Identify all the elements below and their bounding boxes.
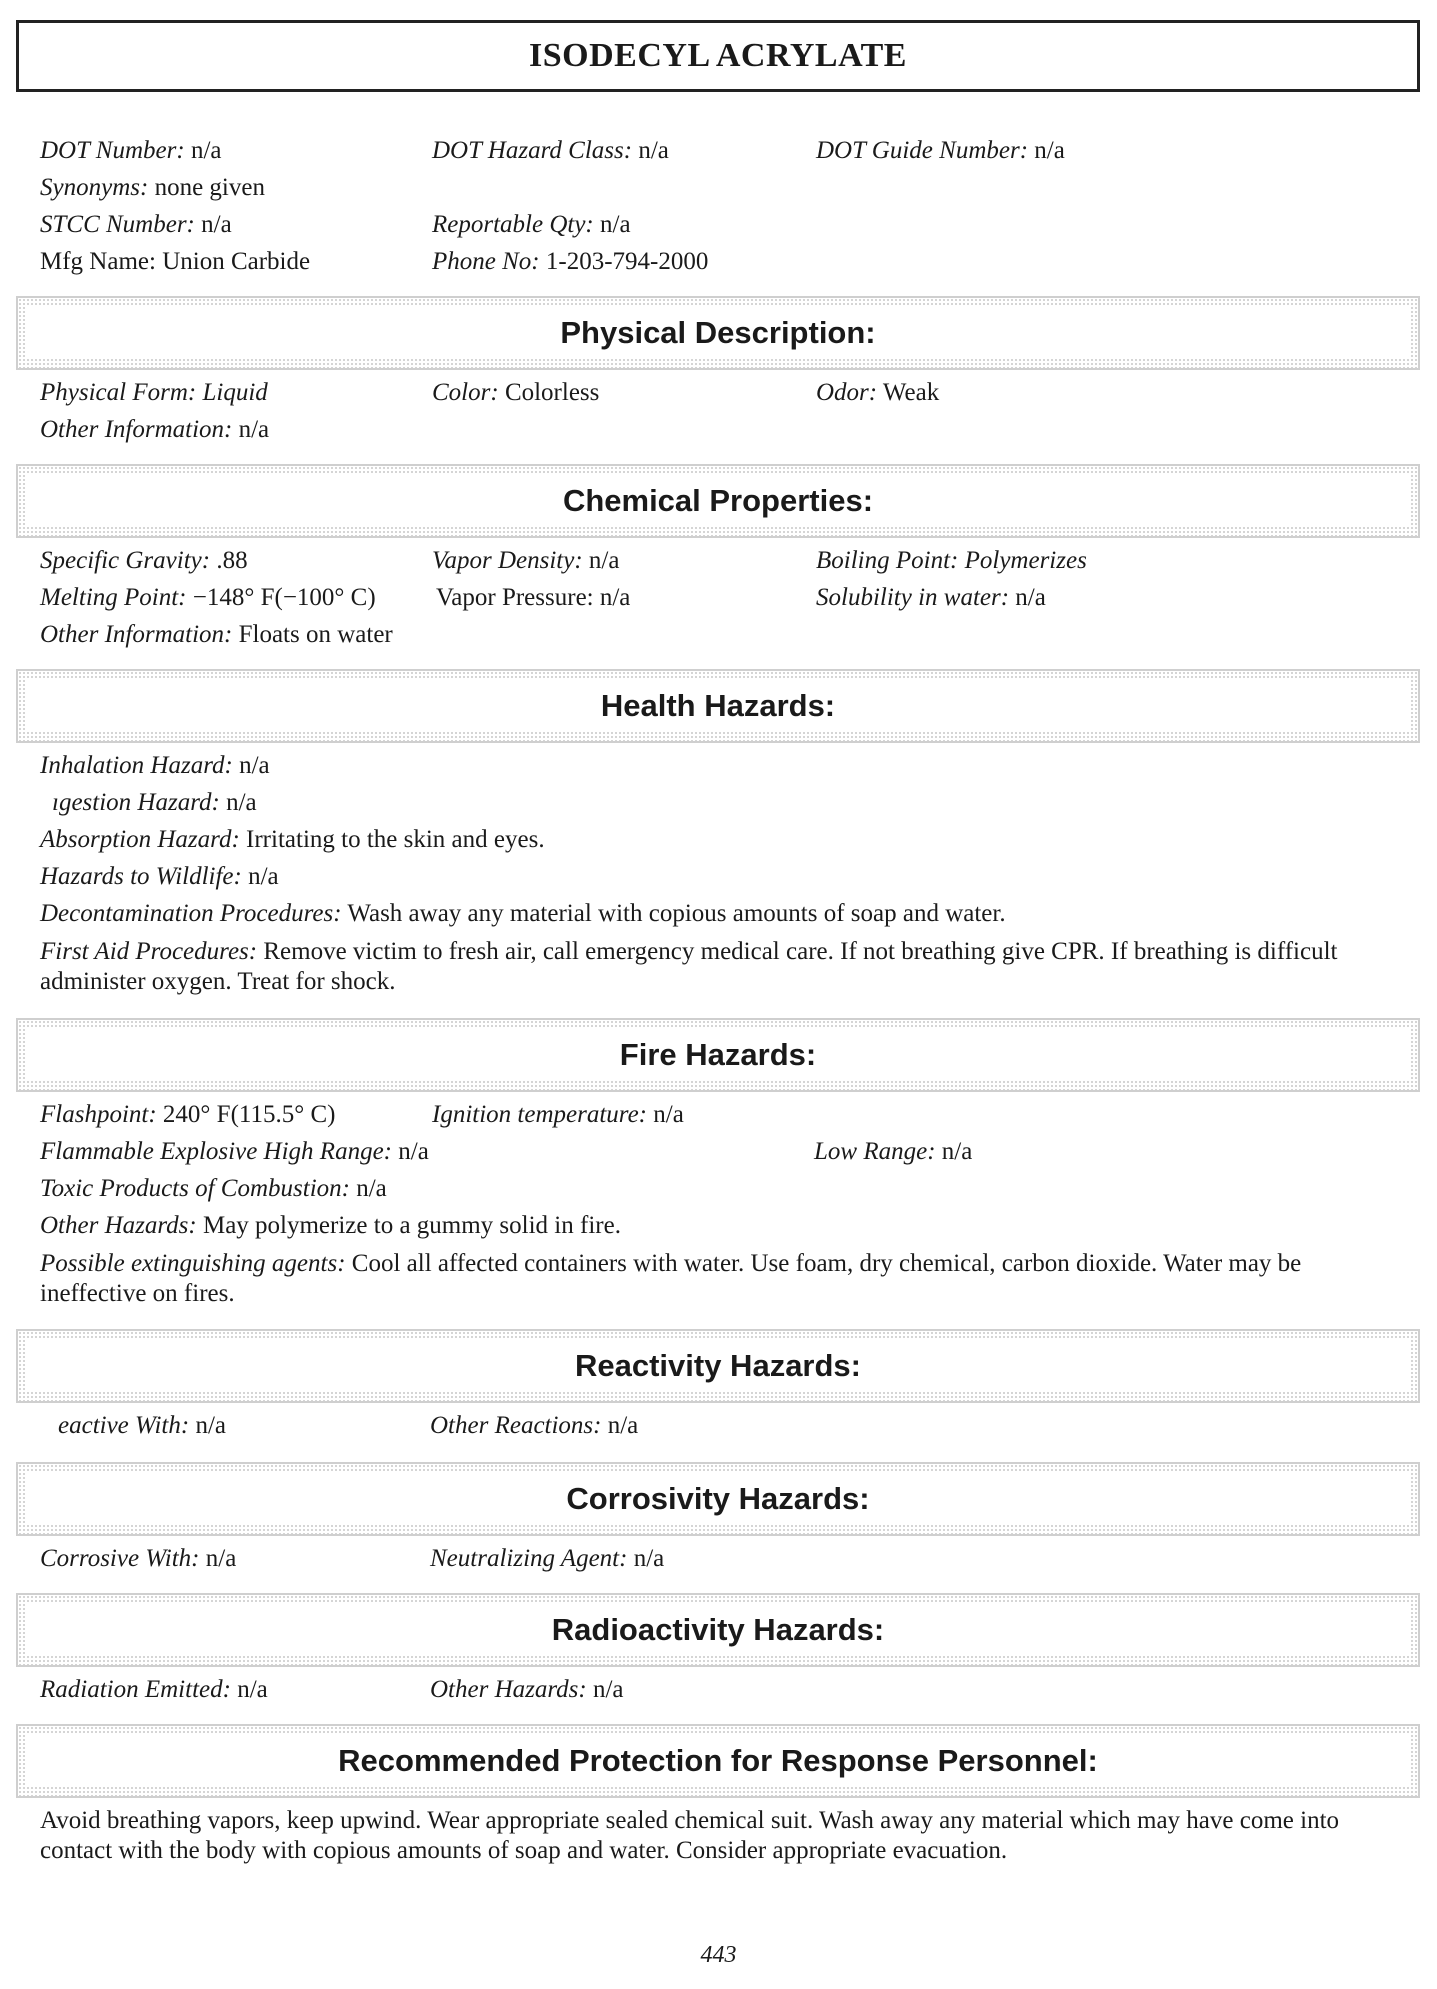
ingestion-field (52, 788, 257, 818)
corrosivity-hazards-banner (16, 1462, 1420, 1536)
field-value: n/a (238, 416, 270, 443)
color-field (432, 378, 599, 408)
field-label: Absorption Hazard: (40, 826, 240, 853)
field-value: .88 (216, 547, 248, 574)
field-label: Ignition temperature: (432, 1101, 648, 1128)
section-heading: Corrosivity Hazards: (27, 1473, 1409, 1525)
reactive-with-field (58, 1411, 226, 1441)
field-value: 1-203-794-2000 (545, 248, 709, 275)
field-label: Melting Point: (40, 584, 187, 611)
section-heading: Reactivity Hazards: (27, 1340, 1409, 1392)
field-value: Colorless (504, 379, 600, 406)
field-value: n/a (653, 1101, 684, 1128)
field-value: n/a (638, 137, 669, 164)
field-value: n/a (1015, 584, 1046, 611)
specific-gravity-field (40, 546, 248, 576)
field-value: n/a (633, 1545, 665, 1572)
field-label: Radiation Emitted: (40, 1676, 231, 1703)
synonyms-field (40, 173, 265, 203)
field-label: Phone No: (432, 248, 540, 275)
physical-description-banner (16, 296, 1420, 370)
low-range-field (814, 1137, 972, 1167)
field-label: Other Hazards: (430, 1676, 587, 1703)
field-label: Physical Form: (40, 379, 197, 406)
field-value: Union Carbide (162, 248, 311, 275)
other-reactions-field (430, 1411, 638, 1441)
field-label: Flashpoint: (40, 1101, 157, 1128)
field-value: n/a (600, 211, 631, 238)
field-label: Synonyms: (40, 174, 149, 201)
solubility-field (816, 583, 1046, 613)
vapor-density-field (432, 546, 619, 576)
field-label: Vapor Pressure: (436, 584, 594, 611)
protection-banner (16, 1724, 1420, 1798)
field-label: DOT Hazard Class: (432, 137, 633, 164)
page-number: 443 (700, 1942, 737, 1968)
ignition-field (432, 1100, 684, 1130)
odor-field (816, 378, 939, 408)
field-value: Wash away any material with copious amounts of soap and water. (347, 900, 1006, 927)
field-value: Cool all affected containers with water. Use foam, dry chemical, carbon dioxide. Water may be ineffective on fires. (40, 1250, 1302, 1307)
field-label: Other Information: (40, 621, 233, 648)
field-label: Toxic Products of Combustion: (40, 1175, 350, 1202)
field-value: Polymerizes (964, 547, 1087, 574)
section-heading: Physical Description: (27, 307, 1409, 359)
field-label: Other Information: (40, 416, 233, 443)
boiling-point-field (816, 546, 1087, 576)
neutralizing-agent-field (430, 1544, 664, 1574)
mfg-name-field (40, 247, 310, 277)
reportable-qty-field (432, 210, 631, 240)
field-label: Low Range: (814, 1138, 936, 1165)
physical-other-field (40, 415, 269, 445)
protection-text: Avoid breathing vapors, keep upwind. Wear appropriate sealed chemical suit. Wash away any material which may have come into contact with the body with copious amounts of soap and water. Consider appropriate evacuation. (40, 1807, 1340, 1864)
field-label: Neutralizing Agent: (430, 1545, 628, 1572)
field-label: Inhalation Hazard: (40, 752, 233, 779)
field-value: n/a (356, 1175, 387, 1202)
field-label: Mfg Name: (40, 248, 156, 275)
field-value: n/a (226, 789, 257, 816)
field-value: Liquid (202, 379, 268, 406)
field-label: Corrosive With: (40, 1545, 200, 1572)
stcc-number-field (40, 210, 232, 240)
document-title: ISODECYL ACRYLATE (16, 20, 1420, 92)
reactivity-hazards-banner (16, 1329, 1420, 1403)
fire-other-hazards-field (40, 1211, 621, 1241)
field-label: Hazards to Wildlife: (40, 863, 242, 890)
physical-form-field (40, 378, 268, 408)
field-label: Vapor Density: (432, 547, 583, 574)
field-value: n/a (607, 1412, 639, 1439)
radioactivity-hazards-banner (16, 1593, 1420, 1667)
field-value: −148° F(−100° C) (192, 584, 376, 611)
decontamination-field (40, 899, 1006, 929)
field-value: n/a (239, 752, 270, 779)
melting-point-field (40, 583, 376, 613)
dot-guide-number-field (816, 136, 1065, 166)
field-label: Color: (432, 379, 499, 406)
field-value: n/a (599, 584, 631, 611)
field-value: Remove victim to fresh air, call emergency medical care. If not breathing give CPR. If breathing is difficult administer oxygen. Treat for shock. (40, 938, 1338, 995)
chemical-other-field (40, 620, 393, 650)
corrosive-with-field (40, 1544, 236, 1574)
health-hazards-banner (16, 669, 1420, 743)
section-heading: Recommended Protection for Response Personnel: (27, 1735, 1409, 1787)
field-label: First Aid Procedures: (40, 938, 258, 965)
field-value: Weak (882, 379, 940, 406)
inhalation-field (40, 751, 270, 781)
field-value: n/a (398, 1138, 429, 1165)
dot-number-field (40, 136, 222, 166)
field-value: n/a (237, 1676, 268, 1703)
chemical-properties-banner (16, 464, 1420, 538)
field-label: Boiling Point: (816, 547, 959, 574)
flashpoint-field (40, 1100, 335, 1130)
field-label: eactive With: (58, 1412, 190, 1439)
field-value: n/a (592, 1676, 624, 1703)
wildlife-field (40, 862, 279, 892)
field-value: n/a (248, 863, 279, 890)
field-label: Possible extinguishing agents: (40, 1250, 346, 1277)
field-label: DOT Number: (40, 137, 185, 164)
field-value: n/a (1034, 137, 1065, 164)
first-aid-field (40, 937, 1400, 997)
field-value: n/a (588, 547, 620, 574)
field-label: Specific Gravity: (40, 547, 211, 574)
field-value: n/a (941, 1138, 973, 1165)
section-heading: Health Hazards: (27, 680, 1409, 732)
section-heading: Fire Hazards: (27, 1029, 1409, 1081)
field-label: STCC Number: (40, 211, 195, 238)
field-value: 240° F(115.5° C) (162, 1101, 336, 1128)
dot-hazard-class-field (432, 136, 669, 166)
field-label: Other Hazards: (40, 1212, 197, 1239)
section-heading: Radioactivity Hazards: (27, 1604, 1409, 1656)
field-label: Solubility in water: (816, 584, 1010, 611)
field-value: n/a (205, 1545, 237, 1572)
field-label: ıgestion Hazard: (52, 789, 220, 816)
field-label: Flammable Explosive High Range: (40, 1138, 392, 1165)
toxic-products-field (40, 1174, 387, 1204)
field-value: May polymerize to a gummy solid in fire. (202, 1212, 621, 1239)
field-value: Irritating to the skin and eyes. (246, 826, 545, 853)
field-value: n/a (201, 211, 232, 238)
section-heading: Chemical Properties: (27, 475, 1409, 527)
field-label: Reportable Qty: (432, 211, 594, 238)
vapor-pressure-field (436, 583, 630, 613)
radiation-emitted-field (40, 1675, 268, 1705)
absorption-field (40, 825, 545, 855)
field-value: n/a (195, 1412, 226, 1439)
field-label: Odor: (816, 379, 878, 406)
phone-no-field (432, 247, 708, 277)
field-value: none given (154, 174, 265, 201)
field-label: Decontamination Procedures: (40, 900, 342, 927)
field-value: Floats on water (238, 621, 393, 648)
field-value: n/a (190, 137, 222, 164)
field-label: Other Reactions: (430, 1412, 602, 1439)
extinguishing-agents-field (40, 1249, 1400, 1309)
field-label: DOT Guide Number: (816, 137, 1029, 164)
radio-other-hazards-field (430, 1675, 624, 1705)
high-range-field (40, 1137, 429, 1167)
fire-hazards-banner (16, 1018, 1420, 1092)
